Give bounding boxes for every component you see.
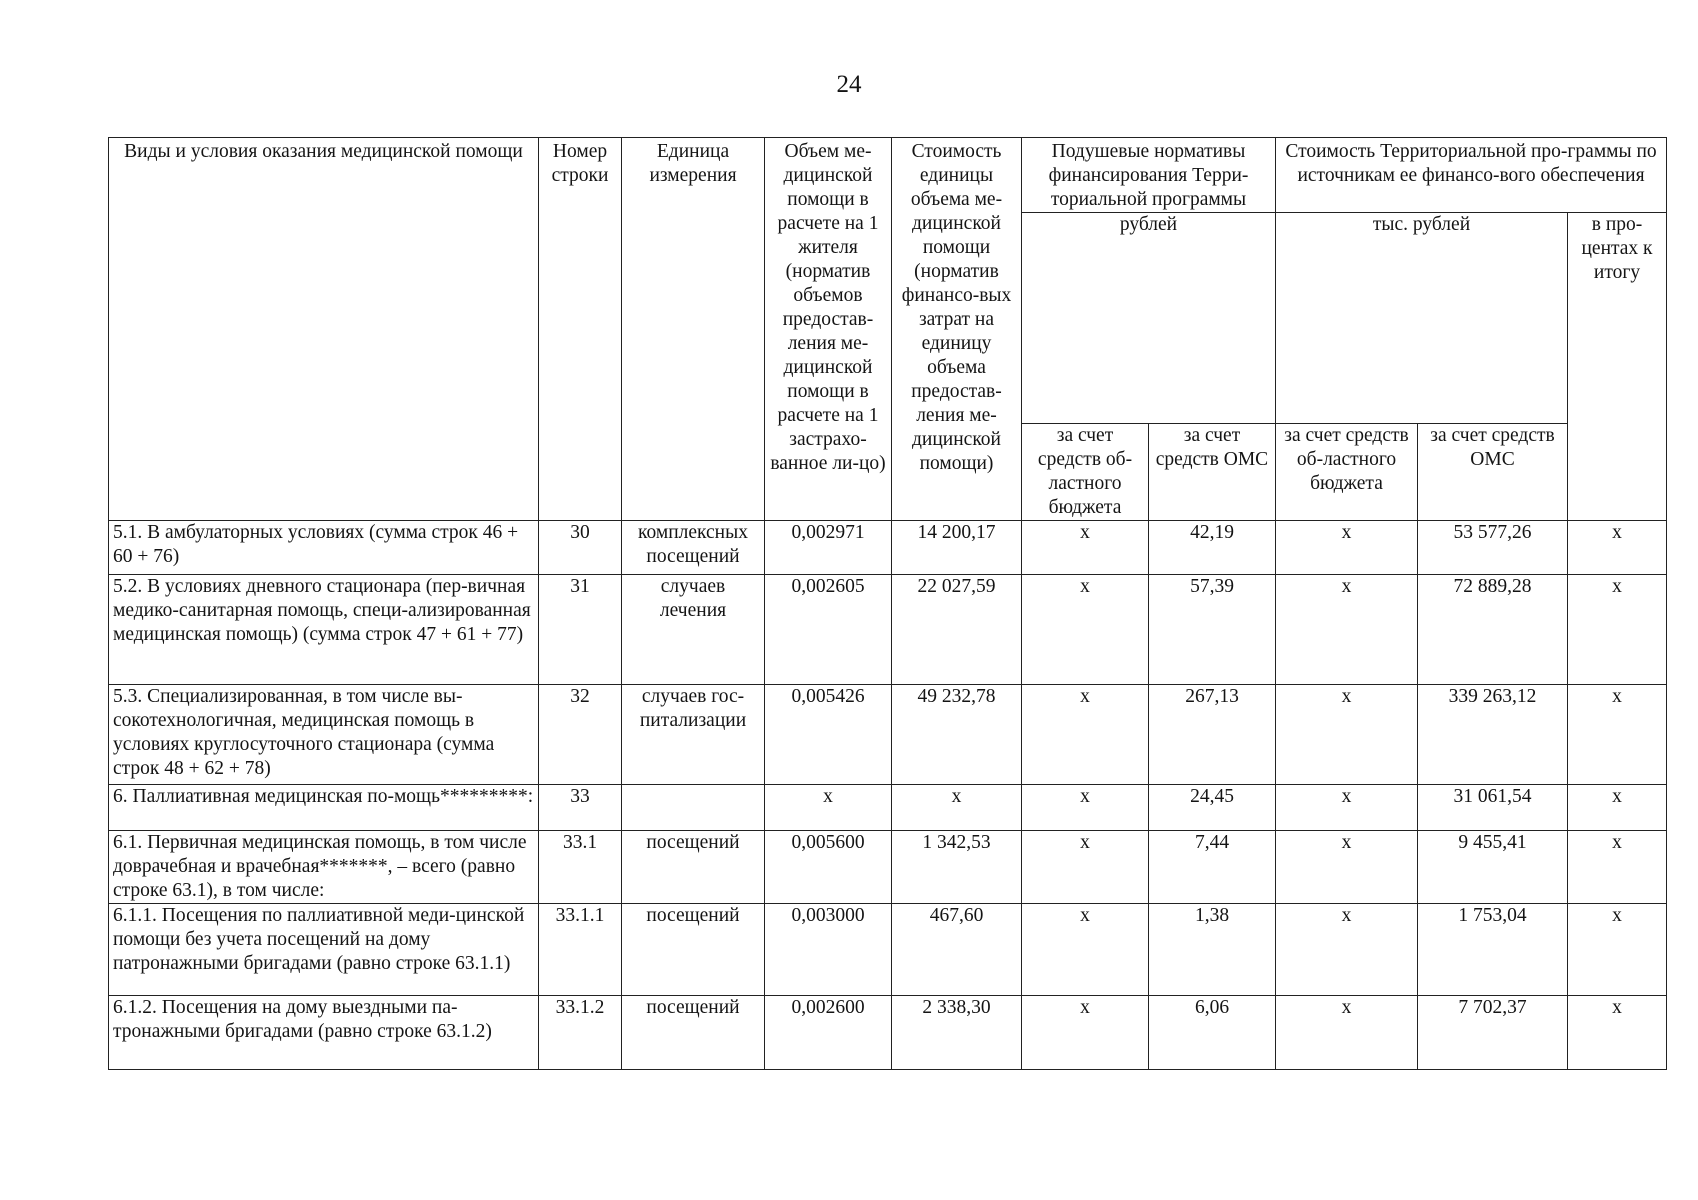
- header-rubles: рублей: [1022, 213, 1276, 424]
- row-tc-budget: х: [1276, 785, 1418, 831]
- header-regional-budget-rubles: за счет средств об-ластного бюджета: [1022, 424, 1149, 521]
- row-percent: х: [1568, 831, 1667, 904]
- row-number: 32: [539, 685, 622, 785]
- row-unit: посещений: [622, 904, 765, 996]
- row-unit: случаев лечения: [622, 575, 765, 685]
- row-kind: 6.1.2. Посещения на дому выездными па-тронажными бригадами (равно строке 63.1.2): [109, 996, 539, 1070]
- row-unit-cost: 22 027,59: [892, 575, 1022, 685]
- row-percent: х: [1568, 785, 1667, 831]
- row-number: 33: [539, 785, 622, 831]
- row-tc-budget: х: [1276, 685, 1418, 785]
- row-unit-cost: 49 232,78: [892, 685, 1022, 785]
- row-unit-cost: 467,60: [892, 904, 1022, 996]
- row-unit: посещений: [622, 996, 765, 1070]
- row-pc-budget: х: [1022, 785, 1149, 831]
- row-tc-budget: х: [1276, 575, 1418, 685]
- row-number: 33.1: [539, 831, 622, 904]
- table-row: [109, 831, 1667, 904]
- row-tc-oms: 72 889,28: [1418, 575, 1568, 685]
- header-percent-of-total: в про-центах к итогу: [1568, 213, 1667, 521]
- row-pc-oms: 42,19: [1149, 521, 1276, 575]
- row-volume: х: [765, 785, 892, 831]
- row-unit: посещений: [622, 831, 765, 904]
- medical-care-cost-table: [108, 137, 1667, 1070]
- row-number: 33.1.1: [539, 904, 622, 996]
- row-unit-cost: х: [892, 785, 1022, 831]
- header-thousand-rubles: тыс. рублей: [1276, 213, 1568, 424]
- row-tc-oms: 1 753,04: [1418, 904, 1568, 996]
- row-tc-oms: 53 577,26: [1418, 521, 1568, 575]
- row-volume: 0,002600: [765, 996, 892, 1070]
- row-kind: 5.1. В амбулаторных условиях (сумма строк 46 + 60 + 76): [109, 521, 539, 575]
- row-number: 30: [539, 521, 622, 575]
- row-pc-budget: х: [1022, 521, 1149, 575]
- row-pc-oms: 57,39: [1149, 575, 1276, 685]
- row-unit-cost: 2 338,30: [892, 996, 1022, 1070]
- table-row: [109, 521, 1667, 575]
- row-unit: случаев гос-питализации: [622, 685, 765, 785]
- table-row: [109, 996, 1667, 1070]
- row-volume: 0,005426: [765, 685, 892, 785]
- table-row: [109, 685, 1667, 785]
- row-tc-budget: х: [1276, 904, 1418, 996]
- table-row: [109, 904, 1667, 996]
- header-unit: Единица измерения: [622, 138, 765, 521]
- row-tc-oms: 9 455,41: [1418, 831, 1568, 904]
- row-unit-cost: 14 200,17: [892, 521, 1022, 575]
- row-tc-oms: 31 061,54: [1418, 785, 1568, 831]
- header-unit-cost: Стоимость единицы объема ме-дицинской помощи (норматив финансо-вых затрат на единицу объема предостав-ления ме-дицинской помощи): [892, 138, 1022, 521]
- header-kind: Виды и условия оказания медицинской помощи: [109, 138, 539, 521]
- row-volume: 0,002605: [765, 575, 892, 685]
- table-row: [109, 785, 1667, 831]
- row-volume: 0,005600: [765, 831, 892, 904]
- row-volume: 0,003000: [765, 904, 892, 996]
- row-percent: х: [1568, 685, 1667, 785]
- header-oms-rubles: за счет средств ОМС: [1149, 424, 1276, 521]
- row-pc-budget: х: [1022, 575, 1149, 685]
- row-pc-budget: х: [1022, 685, 1149, 785]
- row-number: 33.1.2: [539, 996, 622, 1070]
- row-percent: х: [1568, 521, 1667, 575]
- row-pc-budget: х: [1022, 996, 1149, 1070]
- row-tc-budget: х: [1276, 831, 1418, 904]
- row-tc-oms: 339 263,12: [1418, 685, 1568, 785]
- row-kind: 6. Паллиативная медицинская по-мощь*********:: [109, 785, 539, 831]
- row-kind: 6.1.1. Посещения по паллиативной меди-цинской помощи без учета посещений на дому патронажными бригадами (равно строке 63.1.1): [109, 904, 539, 996]
- row-kind: 5.3. Специализированная, в том числе вы-сокотехнологичная, медицинская помощь в условиях круглосуточного стационара (сумма строк 48 + 62 + 78): [109, 685, 539, 785]
- header-regional-budget-thousand: за счет средств об-ластного бюджета: [1276, 424, 1418, 521]
- row-pc-oms: 24,45: [1149, 785, 1276, 831]
- row-tc-budget: х: [1276, 996, 1418, 1070]
- row-tc-budget: х: [1276, 521, 1418, 575]
- row-pc-budget: х: [1022, 904, 1149, 996]
- table-row: [109, 575, 1667, 685]
- header-per-capita: Подушевые нормативы финансирования Терри-ториальной программы: [1022, 138, 1276, 213]
- row-volume: 0,002971: [765, 521, 892, 575]
- header-row-number: Номер строки: [539, 138, 622, 521]
- header-program-cost: Стоимость Территориальной про-граммы по источникам ее финансо-вого обеспечения: [1276, 138, 1667, 213]
- row-pc-budget: х: [1022, 831, 1149, 904]
- row-unit: комплексных посещений: [622, 521, 765, 575]
- row-unit-cost: 1 342,53: [892, 831, 1022, 904]
- row-kind: 5.2. В условиях дневного стационара (пер-вичная медико-санитарная помощь, специ-ализированная медицинская помощь) (сумма строк 47 + 61 + 77): [109, 575, 539, 685]
- row-pc-oms: 1,38: [1149, 904, 1276, 996]
- row-pc-oms: 6,06: [1149, 996, 1276, 1070]
- row-tc-oms: 7 702,37: [1418, 996, 1568, 1070]
- row-unit: [622, 785, 765, 831]
- header-oms-thousand: за счет средств ОМС: [1418, 424, 1568, 521]
- row-percent: х: [1568, 575, 1667, 685]
- row-pc-oms: 267,13: [1149, 685, 1276, 785]
- row-percent: х: [1568, 996, 1667, 1070]
- row-pc-oms: 7,44: [1149, 831, 1276, 904]
- header-volume: Объем ме-дицинской помощи в расчете на 1 жителя (норматив объемов предостав-ления ме-дицинской помощи в расчете на 1 застрахо-ванное ли-цо): [765, 138, 892, 521]
- page-number: 24: [836, 71, 862, 98]
- row-kind: 6.1. Первичная медицинская помощь, в том числе доврачебная и врачебная*******, – всего (равно строке 63.1), в том числе:: [109, 831, 539, 904]
- row-number: 31: [539, 575, 622, 685]
- row-percent: х: [1568, 904, 1667, 996]
